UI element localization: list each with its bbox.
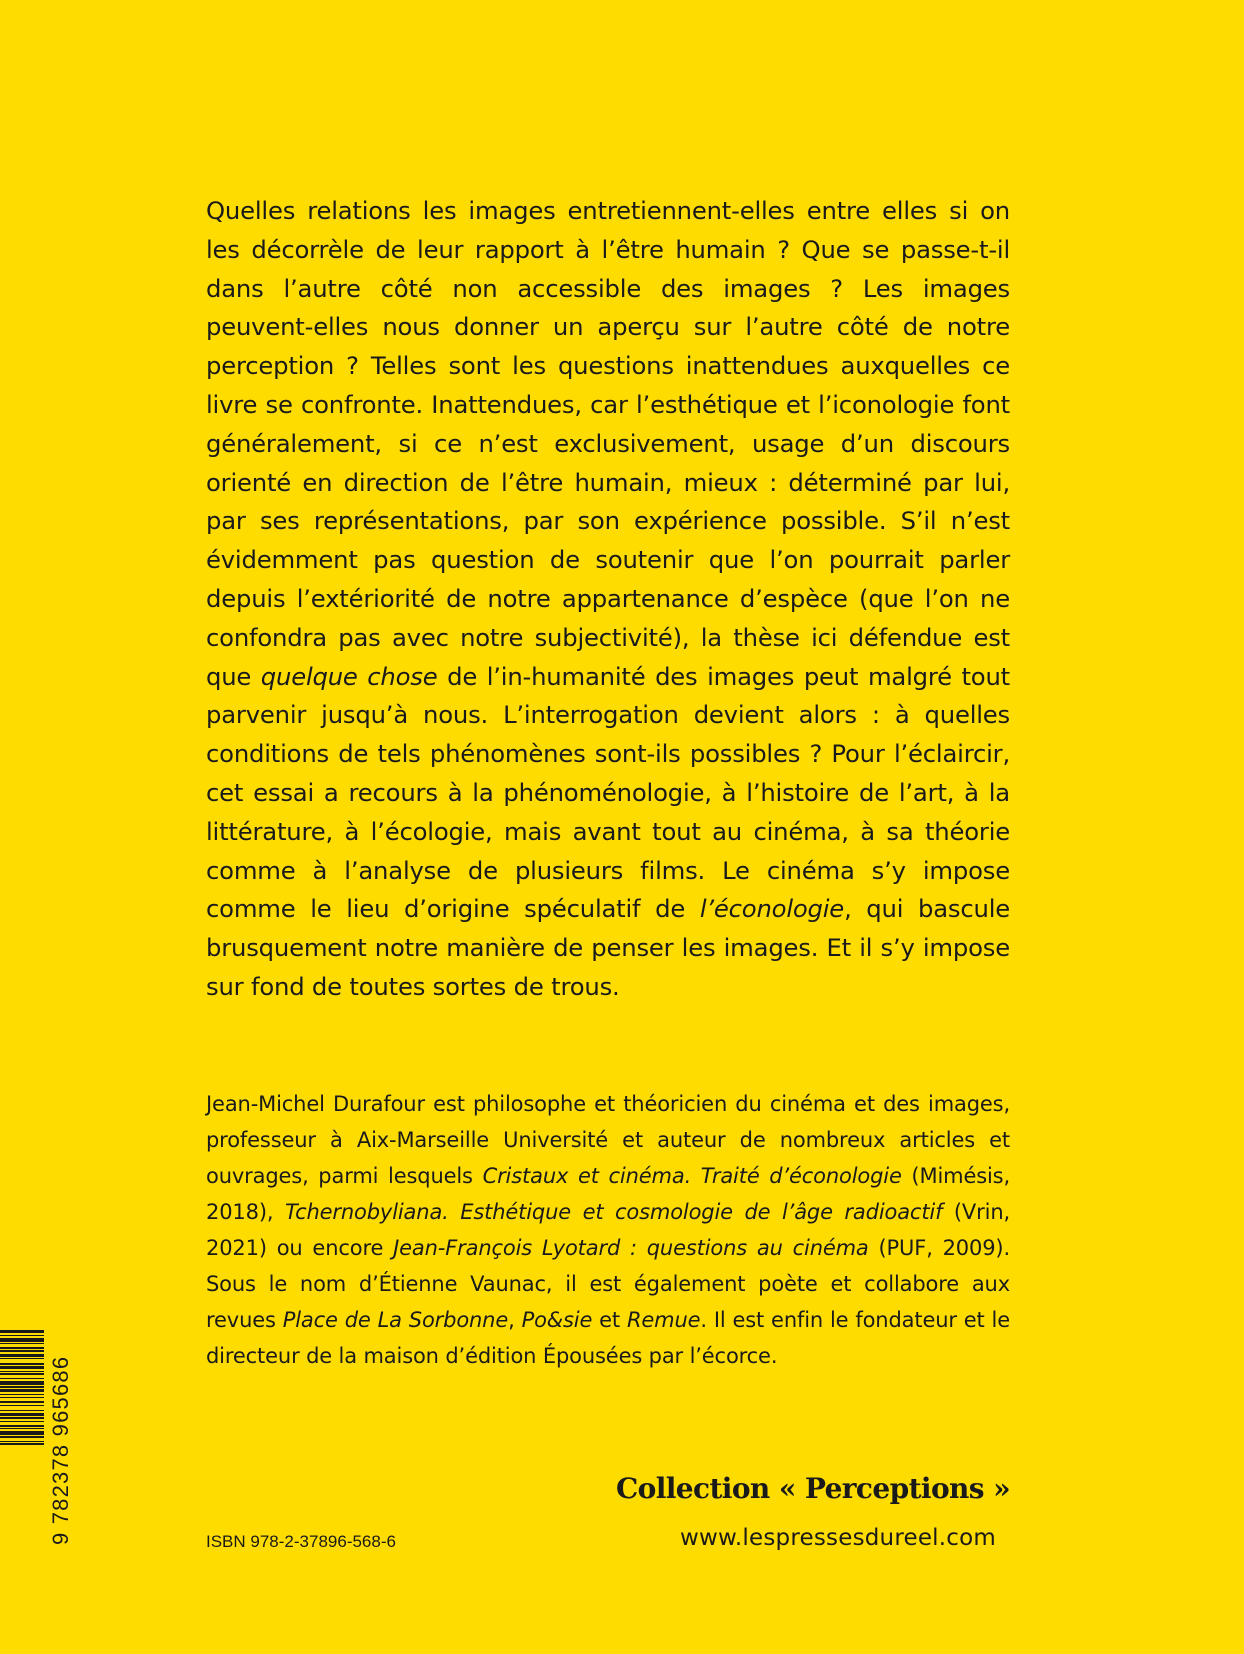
bio-text-3: (Vrin, 2021) ou encore bbox=[206, 1200, 1011, 1260]
bio-text-2: (Mimésis, 2018), bbox=[206, 1164, 1011, 1224]
blurb-text-2: de l’in-humanité des images peut malgré tout parvenir jusqu’à nous. L’interrogation devient alors : à quelles conditions de tels phénomènes sont-ils possibles ? Pour l’éclaircir, cet essai a recours à la phénoménologie, à l’histoire de l’art, à la littérature, à l’écologie, mais avant tout au cinéma, à sa théorie comme à l’analyse de plusieurs films. Le cinéma s’y impose comme le lieu d’origine spéculatif de bbox=[206, 661, 1010, 924]
bio-journal-1: Place de La Sorbonne bbox=[282, 1308, 509, 1332]
collection-name: Collection « Perceptions » bbox=[615, 1472, 1010, 1505]
bio-text-1: Jean-Michel Durafour est philosophe et théoricien du cinéma et des images, professeur à Aix-Marseille Université et auteur de nombreux articles et ouvrages, parmi lesquels bbox=[206, 1092, 1010, 1188]
bio-title-1: Cristaux et cinéma. Traité d’éconologie bbox=[482, 1164, 902, 1188]
bio-text-5: , bbox=[508, 1308, 522, 1332]
bio-journal-2: Po&sie bbox=[521, 1308, 593, 1332]
bio-title-3: Jean-François Lyotard : questions au cinéma bbox=[393, 1236, 869, 1260]
blurb-emphasis-2: l’éconologie bbox=[699, 894, 845, 924]
bio-text-7: . Il est enfin le fondateur et le directeur de la maison d’édition Épousées par l’écorce. bbox=[206, 1308, 1010, 1368]
bio-text-6: et bbox=[592, 1308, 627, 1332]
bio-journal-3: Remue bbox=[626, 1308, 701, 1332]
blurb-emphasis-1: quelque chose bbox=[260, 661, 438, 691]
barcode-digits: 9 782378 965686 bbox=[48, 1355, 73, 1545]
publisher-website: www.lespressesdureel.com bbox=[680, 1525, 997, 1551]
bio-title-2: Tchernobyliana. Esthétique et cosmologie de l’âge radioactif bbox=[284, 1200, 943, 1224]
blurb-text-3: , qui bascule brusquement notre manière de penser les images. Et il s’y impose sur fond de toutes sortes de trous. bbox=[206, 894, 1010, 1001]
isbn-label: ISBN 978-2-37896-568-6 bbox=[206, 1532, 396, 1551]
author-biography bbox=[206, 1086, 1010, 1374]
bio-text-4: (PUF, 2009). Sous le nom d’Étienne Vaunac, il est également poète et collabore aux revues bbox=[206, 1236, 1010, 1332]
back-cover-blurb bbox=[206, 192, 1010, 1007]
blurb-text-1: Quelles relations les images entretiennent-elles entre elles si on les décorrèle de leur rapport à l’être humain ? Que se passe-t-il dans l’autre côté non accessible des images ? Les images peuvent-elles nous donner un aperçu sur l’autre côté de notre perception ? Telles sont les questions inattendues auxquelles ce livre se confronte. Inattendues, car l’esthétique et l’iconologie font généralement, si ce n’est exclusivement, usage d’un discours orienté en direction de l’être humain, mieux : déterminé par lui, par ses représentations, par son expérience possible. S’il n’est évidemment pas question de soutenir que l’on pourrait parler depuis l’extériorité de notre appartenance d’espèce (que l’on ne confondra pas avec notre subjectivité), la thèse ici défendue est que bbox=[206, 196, 1010, 691]
